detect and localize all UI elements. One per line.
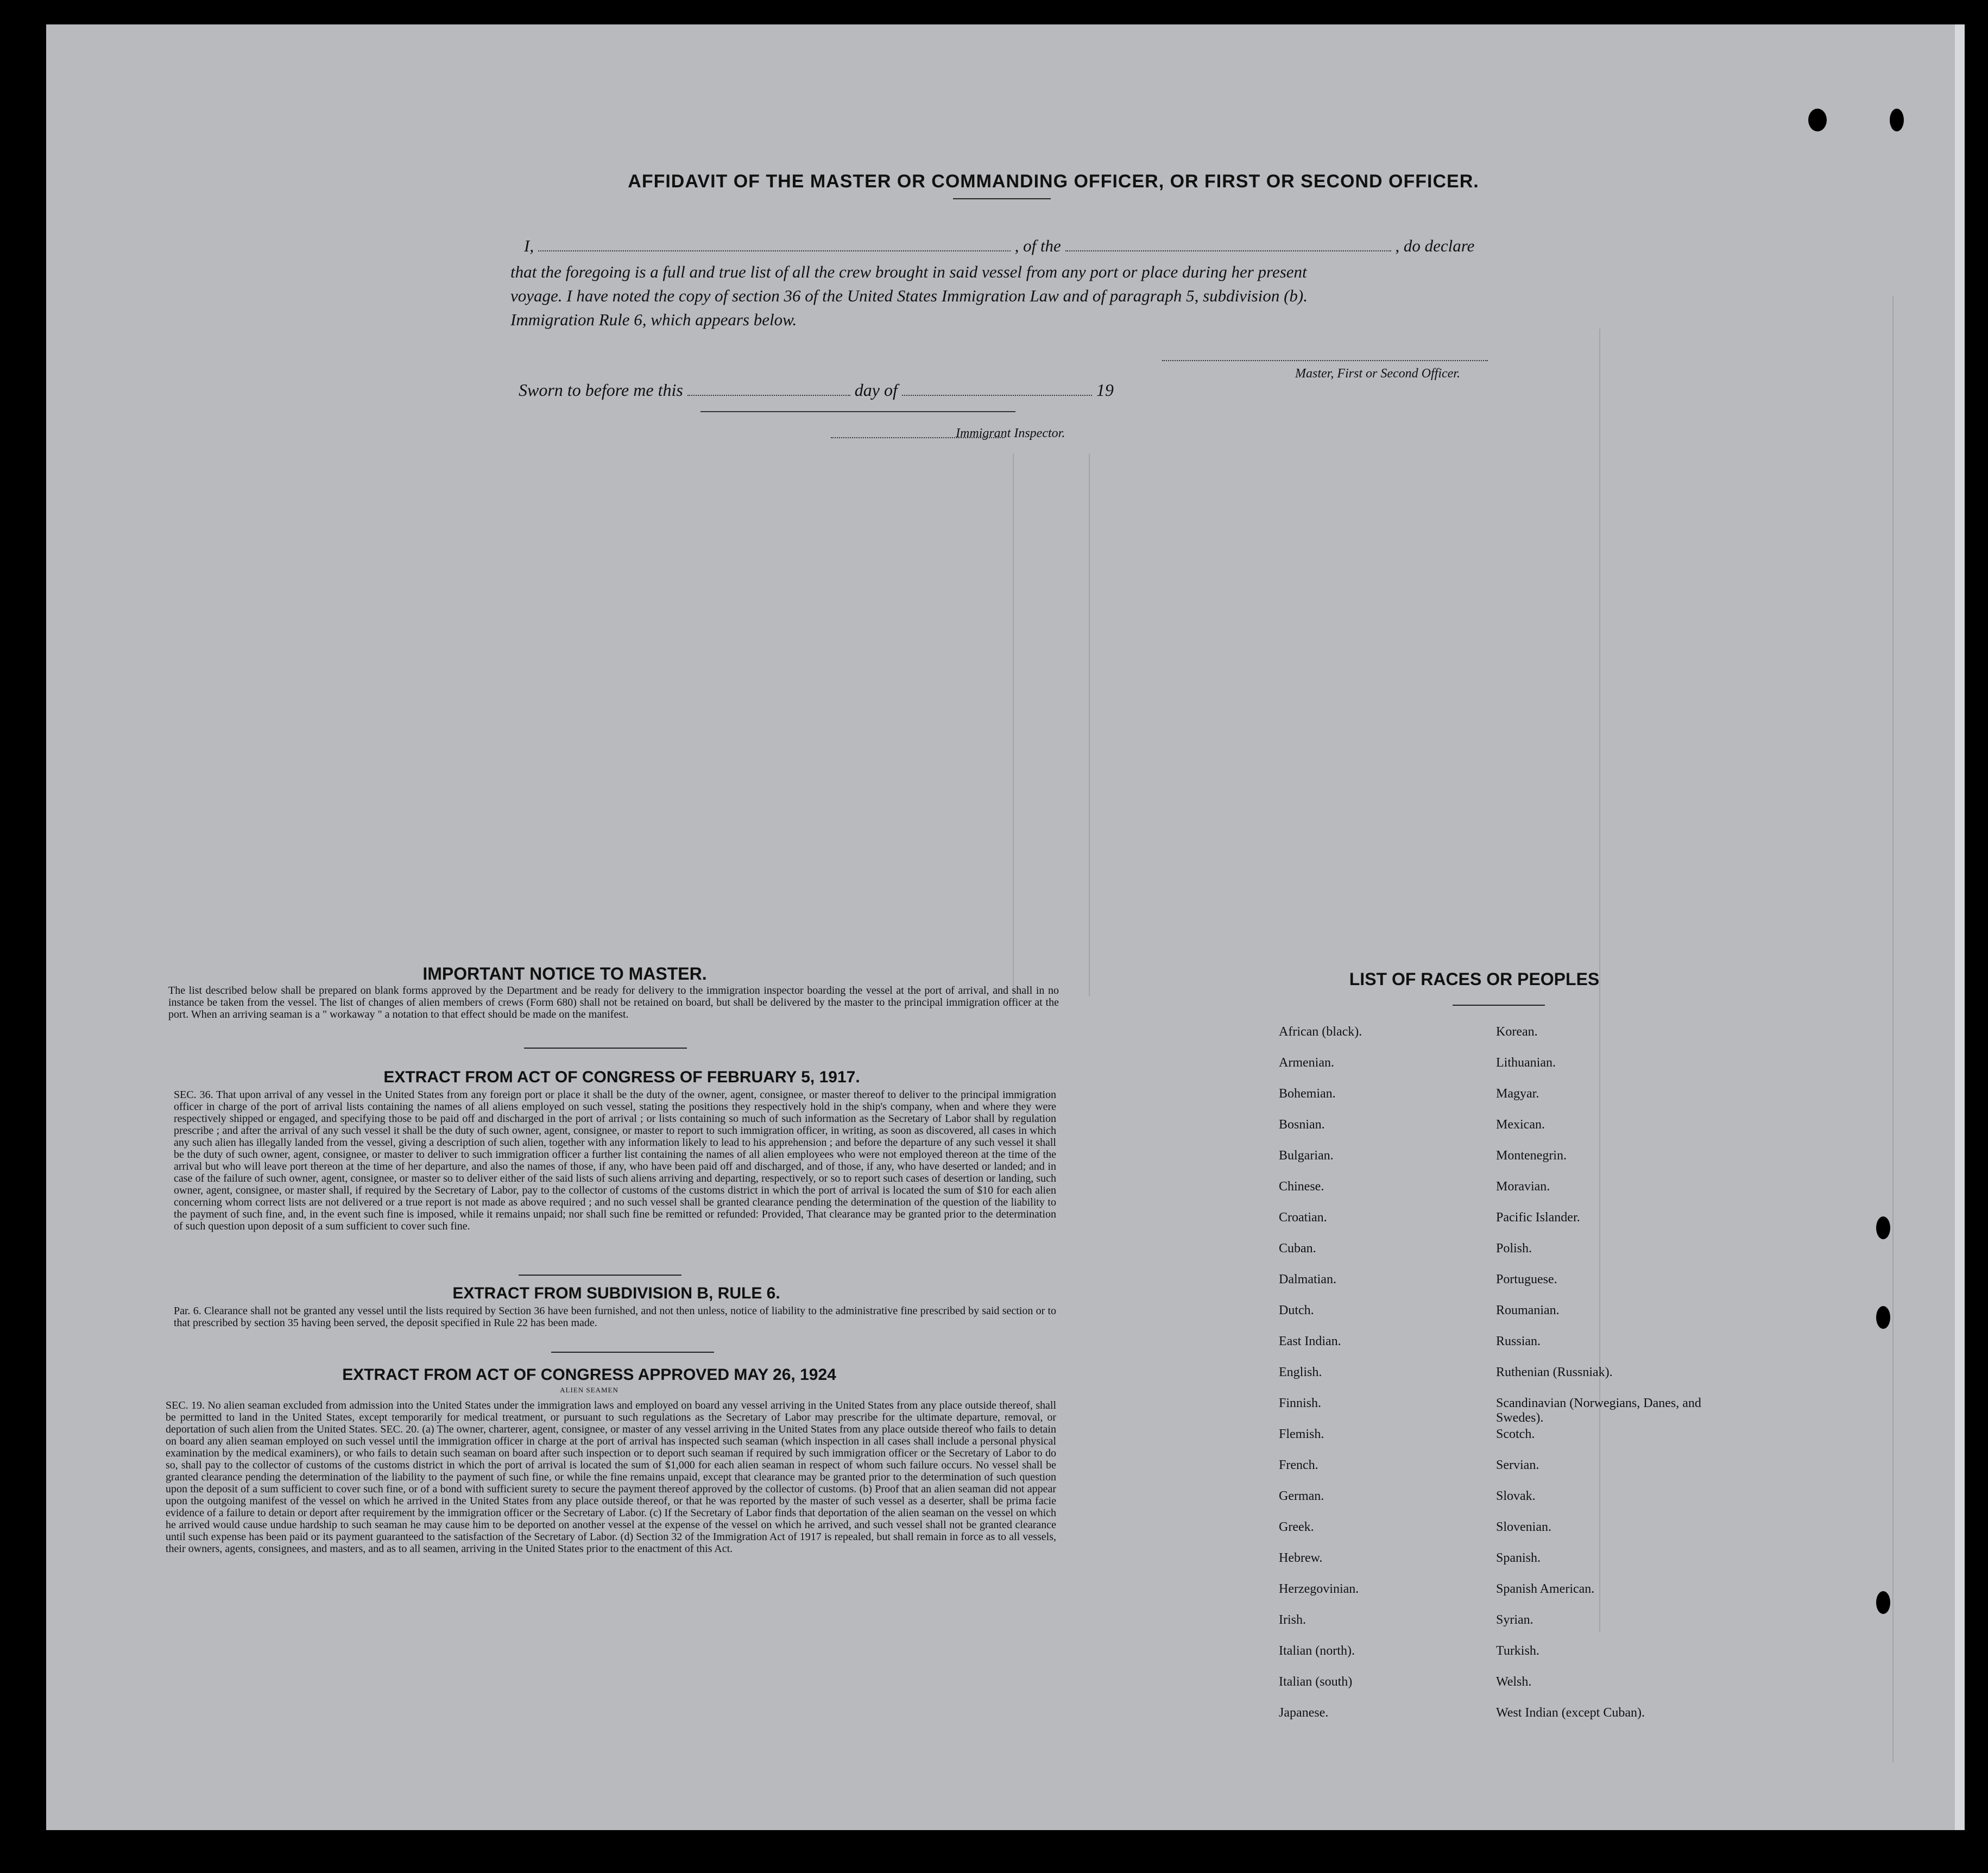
races-title: LIST OF RACES OR PEOPLES (1349, 969, 1600, 989)
races-left-column (1279, 1025, 1474, 1737)
race-item: Herzegovinian. (1279, 1582, 1359, 1596)
signature-line[interactable] (1162, 360, 1488, 361)
extract-1917-divider (519, 1275, 681, 1276)
race-item: Hebrew. (1279, 1551, 1323, 1565)
races-right-column (1496, 1025, 1702, 1737)
signature-label: Master, First or Second Officer. (1295, 367, 1460, 381)
race-item: Cuban. (1279, 1241, 1316, 1256)
declarant-prefix: I, (524, 236, 534, 255)
punch-hole (1890, 109, 1904, 131)
race-item: Welsh. (1496, 1675, 1532, 1689)
race-item: Bosnian. (1279, 1118, 1325, 1132)
race-item: Finnish. (1279, 1396, 1322, 1410)
race-item: African (black). (1279, 1025, 1362, 1039)
race-item: Italian (south) (1279, 1675, 1353, 1689)
race-item: Roumanian. (1496, 1303, 1560, 1317)
race-item: Moravian. (1496, 1180, 1550, 1194)
notice-divider (524, 1048, 687, 1049)
race-item: Spanish American. (1496, 1582, 1595, 1596)
document-page (46, 24, 1965, 1830)
inspector-label: Immigrant Inspector. (956, 426, 1065, 440)
race-item: Mexican. (1496, 1118, 1545, 1132)
race-item: Portuguese. (1496, 1272, 1557, 1286)
extract-1917-title: EXTRACT FROM ACT OF CONGRESS OF FEBRUARY 5, 1917. (383, 1068, 860, 1086)
declaration-line-2: that the foregoing is a full and true list of all the crew brought in said vessel from any port or place during her present (510, 262, 1307, 281)
race-item: Slovenian. (1496, 1520, 1551, 1534)
race-item: Greek. (1279, 1520, 1314, 1534)
notice-title: IMPORTANT NOTICE TO MASTER. (422, 964, 707, 983)
race-item: Bohemian. (1279, 1087, 1336, 1101)
declaration-line-1 (524, 236, 1583, 256)
race-item: Italian (north). (1279, 1644, 1355, 1658)
extract-1917-text: SEC. 36. That upon arrival of any vessel in the United States from any foreign port or place it shall be the duty of the owner, agent, consignee, or master thereof to deliver to the principal immigration officer in charge of the port of arrival lists containing the names of all aliens employed on such vessel, stating the positions they respectively hold in the ship's company, when and where they were respectively shipped or engaged, and specifying those to be paid off and discharged in the port of arrival ; or lists containing so much of such information as the Secretary of Labor shall by regulation prescribe ; and after the arrival of any such vessel it shall be the duty of such owner, agent, consignee, or master to report to such immigration officer, in writing, as soon as discovered, all cases in which any such alien has illegally landed from the vessel, giving a description of such alien, together with any information likely to lead to his apprehension ; and before the departure of any such vessel it shall be the duty of such owner, agent, consignee, or master to deliver to such immigration officer a further list containing the names of all alien employees who were not employed thereon at the time of the arrival but who will leave port thereon at the time of her departure, and also the names of those, if any, who have been paid off and discharged, and of those, if any, who have deserted or landed; and in case of the failure of such owner, agent, consignee, or master so to deliver either of the said lists of such aliens arriving and departing, respectively, or so to report such cases of desertion or landing, such owner, agent, consignee, or master shall, if required by the Secretary of Labor, pay to the collector of customs of the customs district in which the port of arrival is located the sum of $10 for each alien concerning whom correct lists are not delivered or a true report is not made as above required ; and no such vessel shall be granted clearance pending the determination of the question of the liability to the payment of such fine, and, in the event such fine is imposed, while it remains unpaid; nor shall such fine be remitted or refunded: Provided, That clearance may be granted prior to the determination of such question upon deposit of a sum sufficient to cover such fine. (174, 1089, 1056, 1232)
race-item: Croatian. (1279, 1210, 1327, 1225)
inspector-line-top (700, 411, 1015, 412)
punch-hole (1876, 1216, 1890, 1239)
extract-1924-title: EXTRACT FROM ACT OF CONGRESS APPROVED MAY 26, 1924 (342, 1366, 836, 1384)
race-item: Chinese. (1279, 1180, 1324, 1194)
punch-hole (1876, 1591, 1890, 1614)
sworn-line (519, 380, 1279, 400)
race-item: Flemish. (1279, 1427, 1324, 1441)
rule-6-divider (551, 1352, 714, 1353)
rule-6-title: EXTRACT FROM SUBDIVISION B, RULE 6. (452, 1284, 780, 1302)
year-label: 19 (1096, 380, 1114, 400)
race-item: Montenegrin. (1496, 1149, 1567, 1163)
extract-1924-subtitle: ALIEN SEAMEN (560, 1386, 619, 1394)
sworn-label: Sworn to before me this (519, 380, 683, 400)
race-item: Turkish. (1496, 1644, 1539, 1658)
rule-6-text: Par. 6. Clearance shall not be granted any vessel until the lists required by Section 36 have been furnished, and not then unless, notice of liability to the administrative fine prescribed by said section or to that prescribed by section 35 having been served, the deposit specified in Rule 22 has been made. (174, 1305, 1056, 1329)
race-item: Polish. (1496, 1241, 1532, 1256)
extract-1924-text: SEC. 19. No alien seaman excluded from admission into the United States under the immigration laws and employed on board any vessel arriving in the United States from any place outside thereof, shall be permitted to land in the United States, except temporarily for medical treatment, or pursuant to such regulations as the Secretary of Labor may prescribe for the ultimate departure, removal, or deportation of such alien from the United States. SEC. 20. (a) The owner, charterer, agent, consignee, or master of any vessel arriving in the United States from any place outside thereof who fails to detain on board any alien seaman employed on such vessel until the immigration officer in charge at the port of arrival has inspected such seaman (which inspection in all cases shall include a personal physical examination by the medical examiners), or who fails to detain such seaman on board after such inspection or to deport such seaman if required by such immigration officer or the Secretary of Labor to do so, shall pay to the collector of customs of the customs district in which the port of arrival is located the sum of $1,000 for each alien seaman in respect of whom such failure occurs. No vessel shall be granted clearance pending the determination of the liability to the payment of such fine, or while the fine remains unpaid, except that clearance may be granted prior to the determination of such question upon the deposit of a sum sufficient to cover such fine, or of a bond with sufficient surety to secure the payment thereof approved by the collector of customs. (b) Proof that an alien seaman did not appear upon the outgoing manifest of the vessel on which he arrived in the United States from any place outside thereof, or that he was reported by the master of such vessel as a deserter, shall be prima facie evidence of a failure to detain or deport after requirement by the immigration officer or the Secretary of Labor. (c) If the Secretary of Labor finds that deportation of the alien seaman on the vessel on which he arrived would cause undue hardship to such seaman he may cause him to be deported on another vessel at the expense of the vessel on which he arrived, and such vessel shall not be granted clearance until such expense has been paid or its payment guaranteed to the satisfaction of the Secretary of Labor. (d) Section 32 of the Immigration Act of 1917 is repealed, but shall remain in force as to all vessels, their owners, agents, consignees, and masters, and as to all seamen, arriving in the United States prior to the enactment of this Act. (166, 1399, 1056, 1555)
race-item: French. (1279, 1458, 1318, 1472)
race-item: Slovak. (1496, 1489, 1536, 1503)
race-item: Syrian. (1496, 1613, 1533, 1627)
race-item: Servian. (1496, 1458, 1539, 1472)
declaration-line-3: voyage. I have noted the copy of section 36 of the United States Immigration Law and of paragraph 5, subdivision (b). (510, 286, 1308, 305)
day-of-label: day of (854, 380, 898, 400)
race-item: Dutch. (1279, 1303, 1314, 1317)
do-declare-label: , do declare (1395, 236, 1475, 255)
race-item: English. (1279, 1365, 1322, 1379)
sworn-day-field[interactable] (687, 395, 850, 396)
race-item: Scotch. (1496, 1427, 1535, 1441)
notice-text: The list described below shall be prepared on blank forms approved by the Department and be ready for delivery to the immigration inspector boarding the vessel at the port of arrival, and shall in no instance be taken from the vessel. The list of changes of alien members of crews (Form 680) shall not be retained on board, but shall be delivered by the master to the principal immigration officer at the port. When an arriving seaman is a " workaway " a notation to that effect should be made on the manifest. (168, 985, 1059, 1020)
vessel-name-field[interactable] (1065, 250, 1391, 251)
race-item: Ruthenian (Russniak). (1496, 1365, 1613, 1379)
race-item: West Indian (except Cuban). (1496, 1706, 1645, 1720)
title-divider (953, 198, 1051, 199)
declarant-name-field[interactable] (538, 250, 1011, 251)
race-item: Magyar. (1496, 1087, 1539, 1101)
race-item: Dalmatian. (1279, 1272, 1336, 1286)
race-item: Korean. (1496, 1025, 1538, 1039)
punch-hole (1808, 109, 1827, 131)
race-item: German. (1279, 1489, 1324, 1503)
race-item: East Indian. (1279, 1334, 1341, 1348)
race-item: Spanish. (1496, 1551, 1541, 1565)
race-item: Bulgarian. (1279, 1149, 1334, 1163)
race-item: Japanese. (1279, 1706, 1329, 1720)
of-the-label: , of the (1014, 236, 1061, 255)
races-divider (1453, 1005, 1545, 1006)
race-item: Scandinavian (Norwegians, Danes, and Swedes). (1496, 1396, 1701, 1425)
race-item: Lithuanian. (1496, 1056, 1556, 1070)
declaration-line-4: Immigration Rule 6, which appears below. (510, 310, 797, 329)
sworn-month-field[interactable] (902, 395, 1092, 396)
race-item: Armenian. (1279, 1056, 1334, 1070)
affidavit-title: AFFIDAVIT OF THE MASTER OR COMMANDING OFFICER, OR FIRST OR SECOND OFFICER. (628, 171, 1479, 192)
race-item: Pacific Islander. (1496, 1210, 1580, 1225)
punch-hole (1876, 1306, 1890, 1329)
race-item: Russian. (1496, 1334, 1541, 1348)
race-item: Irish. (1279, 1613, 1306, 1627)
